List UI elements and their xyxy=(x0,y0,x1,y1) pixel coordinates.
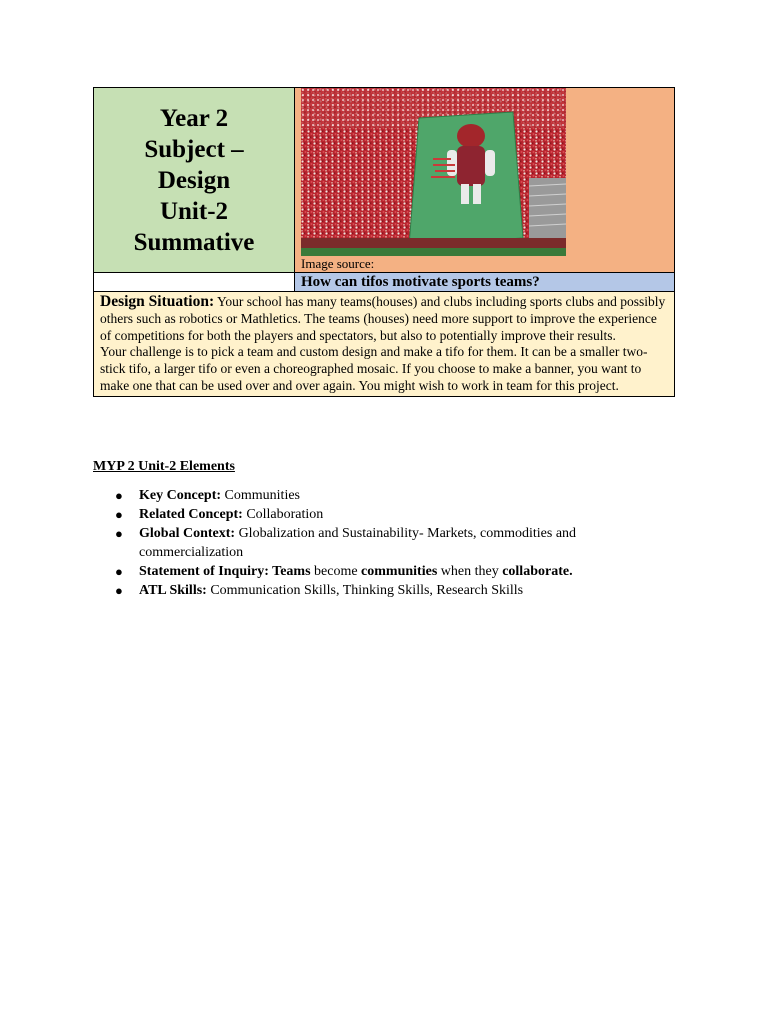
guiding-question: How can tifos motivate sports teams? xyxy=(295,273,675,292)
bullet-icon: ● xyxy=(115,526,123,541)
situation-heading: Design Situation: xyxy=(100,293,215,310)
title-line: Year 2 xyxy=(159,104,229,132)
image-cell xyxy=(295,88,675,273)
bullet-icon: ● xyxy=(115,488,123,503)
item-text: Globalization and Sustainability- Markets, commodities and commercialization xyxy=(139,526,577,560)
unit-header-table xyxy=(93,87,675,397)
list-item xyxy=(93,487,653,506)
item-text: Collaboration xyxy=(242,507,324,522)
list-item xyxy=(93,582,653,601)
soi-communities: communities xyxy=(361,563,438,579)
item-text: Communication Skills, Thinking Skills, Research Skills xyxy=(206,582,524,598)
title-cell xyxy=(94,88,295,273)
soi-when-they: when they xyxy=(437,563,503,579)
title-line: Summative xyxy=(133,228,255,256)
elements-list xyxy=(93,487,653,601)
item-label: Statement of Inquiry: xyxy=(139,563,269,579)
image-source-label: Image source: xyxy=(301,256,375,271)
item-label: Key Concept: xyxy=(139,488,222,503)
item-text: Communities xyxy=(221,488,300,503)
soi-become: become xyxy=(310,563,362,579)
bullet-icon: ● xyxy=(115,563,123,579)
list-item xyxy=(93,525,653,562)
tifo-photo xyxy=(301,88,566,256)
situation-paragraph-2: Your challenge is to pick a team and custom design and make a tifo for them. It can be a smaller two-stick tifo, a larger tifo or even a choreographed mosaic. If you choose to make a banner, you want to make one that can be used over and over again. You might wish to work in team for this project. xyxy=(100,344,648,393)
situation-paragraph-1 xyxy=(100,294,668,344)
list-item xyxy=(93,563,653,582)
list-item xyxy=(93,506,653,525)
bullet-icon: ● xyxy=(115,507,123,522)
title-line: Unit-2 xyxy=(159,197,229,225)
design-situation xyxy=(94,292,675,397)
item-label: Global Context: xyxy=(139,526,236,541)
title-line: Subject – xyxy=(144,135,244,163)
title-line: Design xyxy=(157,166,231,194)
soi-teams: Teams xyxy=(268,563,311,579)
elements-heading: MYP 2 Unit-2 Elements xyxy=(93,459,235,474)
bullet-icon: ● xyxy=(115,582,123,598)
item-label: ATL Skills: xyxy=(139,582,207,598)
situation-text-1: Your school has many teams(houses) and clubs including sports clubs and possibly others such as robotics or Mathletics. The teams (houses) need more support to improve the experience of competitions for both the players and spectators, but also to potentially improve their results. xyxy=(100,294,666,343)
soi-collaborate: collaborate. xyxy=(502,563,573,579)
item-label: Related Concept: xyxy=(139,507,243,522)
blank-cell xyxy=(94,273,295,292)
